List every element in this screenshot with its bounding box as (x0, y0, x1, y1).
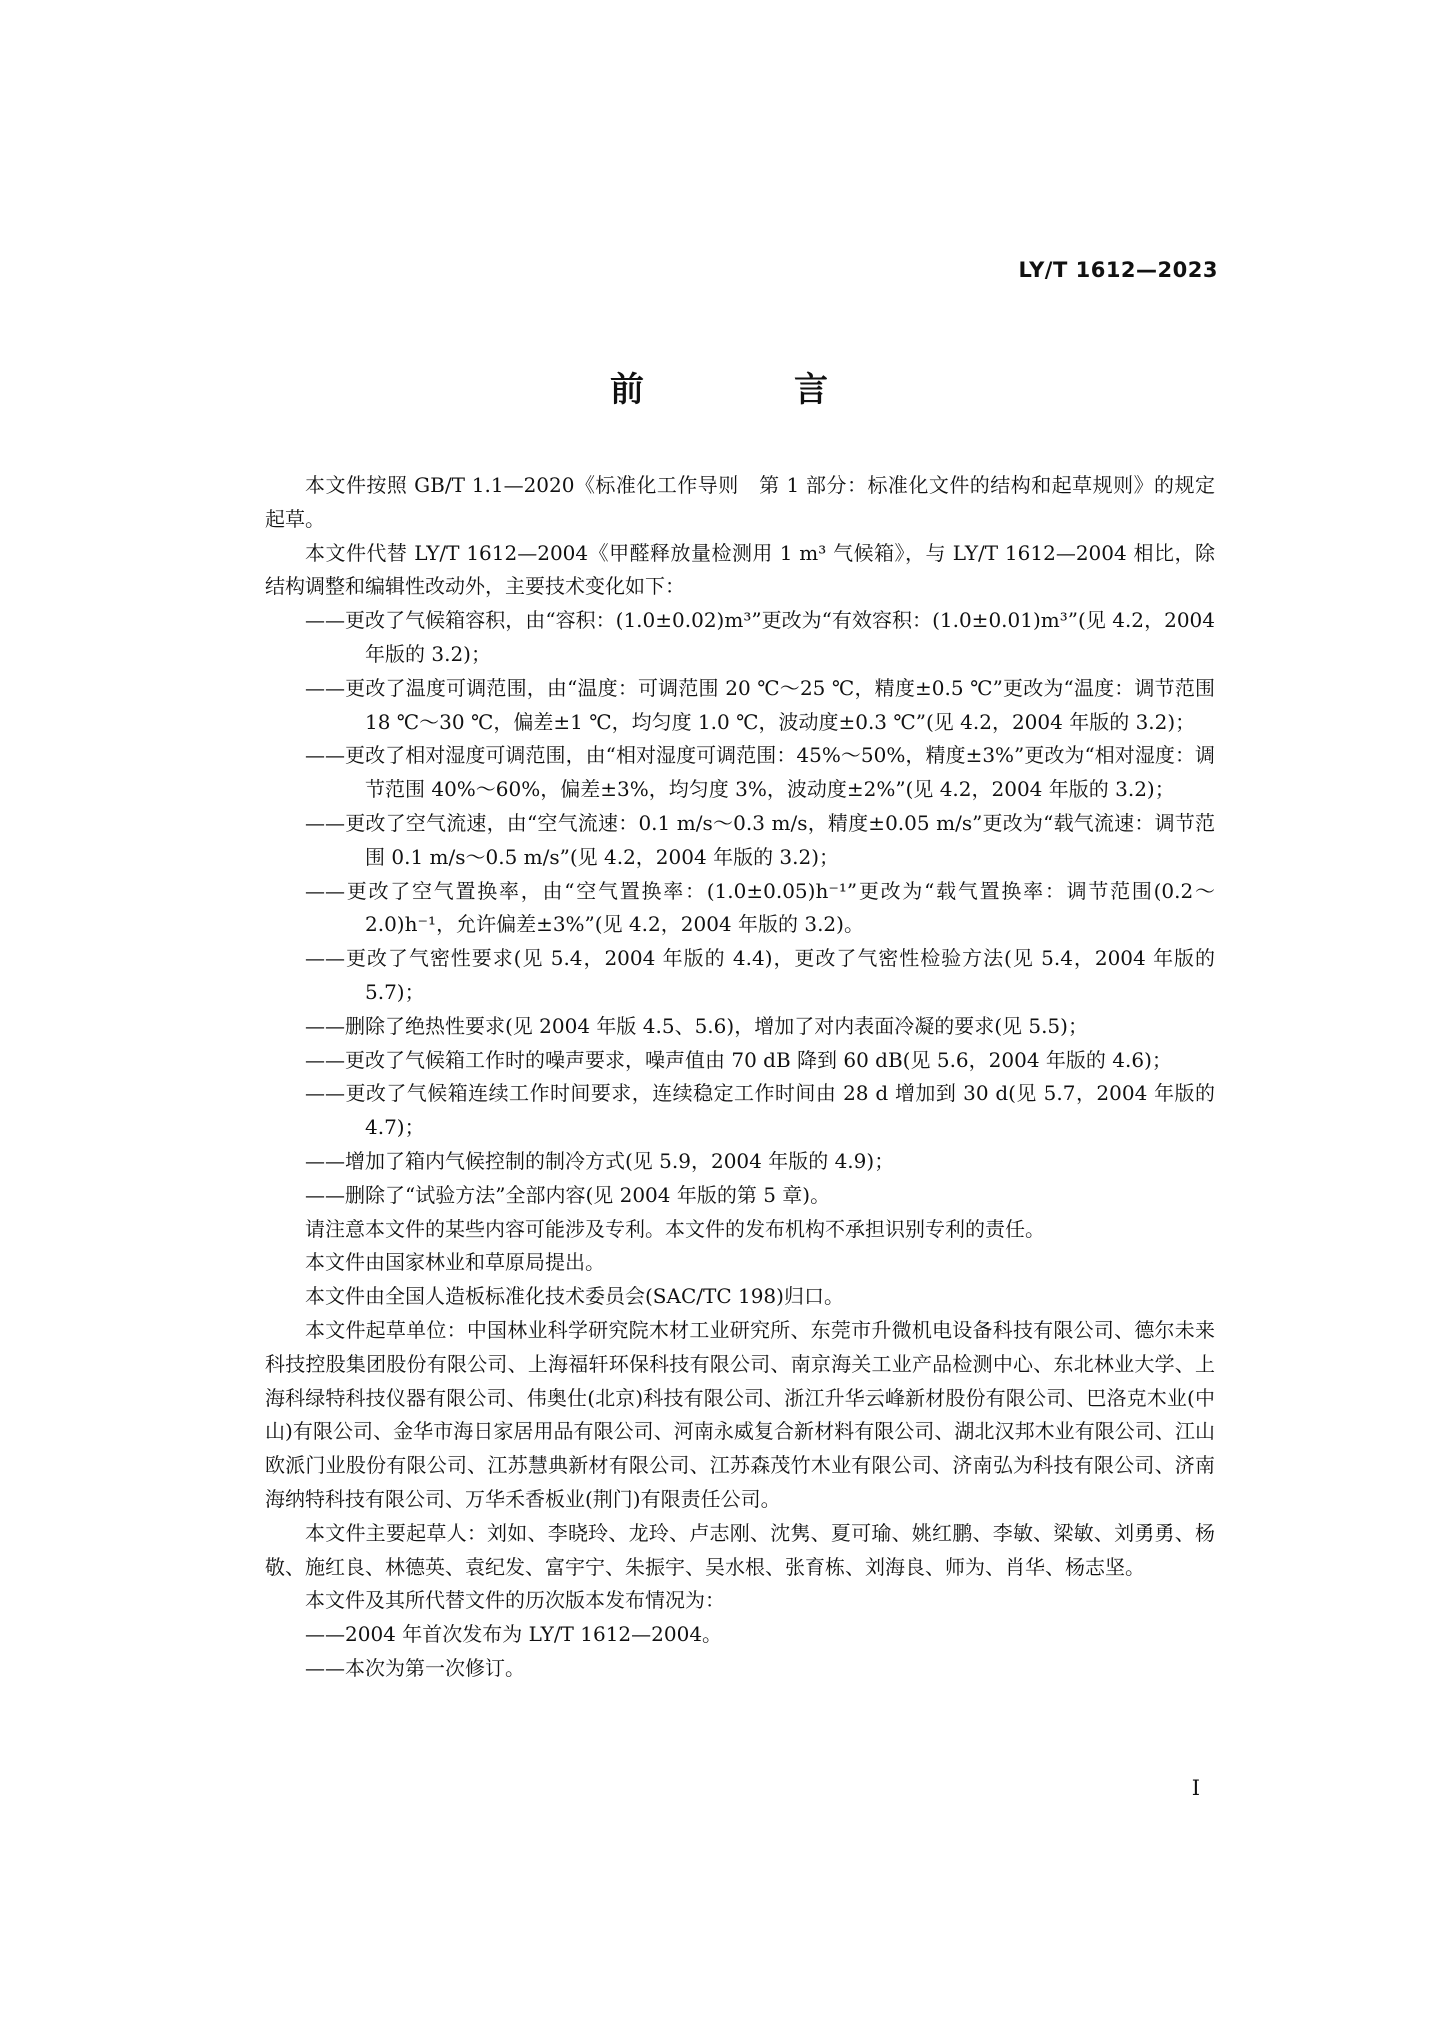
change-item: ——更改了温度可调范围，由“温度：可调范围 20 ℃～25 ℃，精度±0.5 ℃”更改为“温度：调节范围 18 ℃～30 ℃，偏差±1 ℃，均匀度 1.0 ℃，波动度±0.3 ℃”(见 4.2，2004 年版的 3.2)； (305, 675, 1215, 734)
change-item: ——更改了气候箱容积，由“容积：(1.0±0.02)m³”更改为“有效容积：(1.0±0.01)m³”(见 4.2，2004 年版的 3.2)； (305, 608, 1215, 666)
change-item: ——更改了空气流速，由“空气流速：0.1 m/s～0.3 m/s，精度±0.05 m/s”更改为“载气流速：调节范围 0.1 m/s～0.5 m/s”(见 4.2，2004 年版的 3.2)； (305, 810, 1215, 869)
change-item: ——删除了绝热性要求(见 2004 年版 4.5、5.6)，增加了对内表面冷凝的要求(见 5.5)； (305, 1013, 1088, 1038)
change-item: ——更改了气候箱连续工作时间要求，连续稳定工作时间由 28 d 增加到 30 d(见 5.7，2004 年版的 4.7)； (305, 1081, 1215, 1140)
change-item: ——增加了箱内气候控制的制冷方式(见 5.9，2004 年版的 4.9)； (305, 1148, 895, 1173)
paragraph-committee: 本文件由全国人造板标准化技术委员会(SAC/TC 198)归口。 (305, 1284, 844, 1309)
paragraph-drafting-rules: 本文件按照 GB/T 1.1—2020《标准化工作导则 第 1 部分：标准化文件的结构和起草规则》的规定起草。 (265, 473, 1215, 531)
foreword-body (265, 469, 1215, 1686)
standard-code: LY/T 1612—2023 (1018, 258, 1218, 282)
paragraph-replacement: 本文件代替 LY/T 1612—2004《甲醛释放量检测用 1 m³ 气候箱》，与 LY/T 1612—2004 相比，除结构调整和编辑性改动外，主要技术变化如下： (265, 540, 1215, 599)
change-item: ——更改了气密性要求(见 5.4，2004 年版的 4.4)，更改了气密性检验方法(见 5.4，2004 年版的 5.7)； (305, 946, 1215, 1004)
change-item: ——更改了相对湿度可调范围，由“相对湿度可调范围：45%～50%，精度±3%”更改为“相对湿度：调节范围 40%～60%，偏差±3%，均匀度 3%，波动度±2%”(见 4.2，2004 年版的 3.2)； (305, 743, 1215, 802)
history-item: ——本次为第一次修订。 (305, 1655, 525, 1680)
paragraph-patent-notice: 请注意本文件的某些内容可能涉及专利。本文件的发布机构不承担识别专利的责任。 (305, 1216, 1045, 1241)
page-title: 前 言 (610, 370, 886, 410)
change-item: ——更改了空气置换率，由“空气置换率：(1.0±0.05)h⁻¹”更改为“载气置换率：调节范围(0.2～2.0)h⁻¹，允许偏差±3%”(见 4.2，2004 年版的 3.2)。 (305, 878, 1215, 937)
change-item: ——删除了“试验方法”全部内容(见 2004 年版的第 5 章)。 (305, 1182, 831, 1207)
paragraph-drafters: 本文件主要起草人：刘如、李晓玲、龙玲、卢志刚、沈隽、夏可瑜、姚红鹏、李敏、梁敏、刘勇勇、杨敬、施红良、林德英、袁纪发、富宇宁、朱振宇、吴水根、张育栋、刘海良、师为、肖华、杨志坚。 (265, 1520, 1215, 1579)
paragraph-drafting-units: 本文件起草单位：中国林业科学研究院木材工业研究所、东莞市升微机电设备科技有限公司、德尔未来科技控股集团股份有限公司、上海福轩环保科技有限公司、南京海关工业产品检测中心、东北林业大学、上海科绿特科技仪器有限公司、伟奥仕(北京)科技有限公司、浙江升华云峰新材股份有限公司、巴洛克木业(中山)有限公司、金华市海日家居用品有限公司、河南永威复合新材料有限公司、湖北汉邦木业有限公司、江山欧派门业股份有限公司、江苏慧典新材有限公司、江苏森茂竹木业有限公司、济南弘为科技有限公司、济南海纳特科技有限公司、万华禾香板业(荆门)有限责任公司。 (265, 1317, 1215, 1511)
paragraph-history-intro: 本文件及其所代替文件的历次版本发布情况为： (305, 1588, 725, 1613)
page-number: I (1191, 1776, 1200, 1800)
change-item: ——更改了气候箱工作时的噪声要求，噪声值由 70 dB 降到 60 dB(见 5.6，2004 年版的 4.6)； (305, 1047, 1172, 1072)
paragraph-proposer: 本文件由国家林业和草原局提出。 (305, 1250, 605, 1275)
history-item: ——2004 年首次发布为 LY/T 1612—2004。 (305, 1622, 723, 1647)
